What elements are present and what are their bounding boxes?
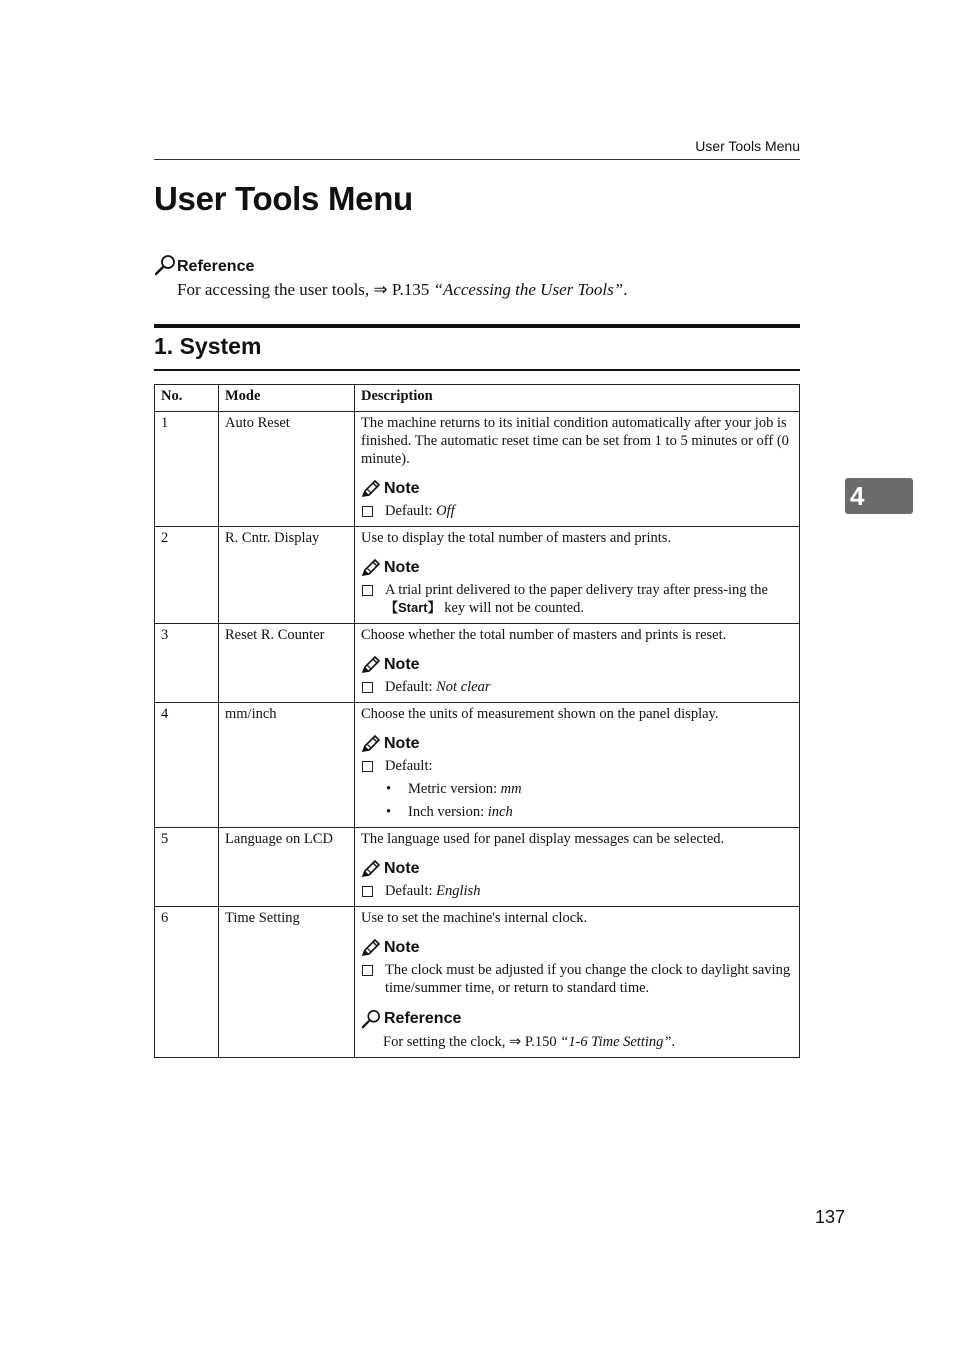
- note-item: Default: Not clear: [361, 678, 794, 696]
- row-mode: R. Cntr. Display: [219, 527, 355, 624]
- row-description: [355, 828, 800, 907]
- row-no: 2: [155, 527, 219, 624]
- table-header-row: [155, 385, 800, 412]
- row-mode: Language on LCD: [219, 828, 355, 907]
- note-label: Note: [384, 480, 420, 497]
- bullet-dot: •: [386, 781, 392, 797]
- page-number: 137: [814, 1207, 845, 1227]
- row-no: 5: [155, 828, 219, 907]
- row-description: [355, 703, 800, 828]
- note-item: A trial print delivered to the paper delivery tray after press-ing the 【Start】 key will not be counted.: [361, 581, 794, 617]
- description-text: Choose whether the total number of masters and prints is reset.: [361, 627, 727, 643]
- note-item: Default: Off: [361, 502, 794, 520]
- note-heading: [361, 735, 794, 753]
- header-rule: [154, 159, 800, 160]
- row-no: 6: [155, 907, 219, 1058]
- reference-label: Reference: [177, 258, 255, 275]
- sub-list-item: • Metric version: mm: [386, 781, 522, 797]
- description-text: Choose the units of measurement shown on the panel display.: [361, 706, 719, 722]
- note-label: Note: [384, 559, 420, 576]
- table-row: [155, 527, 800, 624]
- checkbox-square-icon: [362, 682, 373, 693]
- start-key-label: 【Start】: [385, 600, 441, 615]
- checkbox-square-icon: [362, 761, 373, 772]
- magnifier-icon: [154, 254, 176, 276]
- row-no: 3: [155, 624, 219, 703]
- running-header: User Tools Menu: [695, 138, 800, 154]
- note-label: Note: [384, 939, 420, 956]
- note-item: Default: English: [361, 882, 794, 900]
- row-description: [355, 527, 800, 624]
- chapter-tab: 4: [845, 478, 913, 514]
- sub-list-item: • Inch version: inch: [386, 804, 513, 820]
- reference-label: Reference: [384, 1010, 462, 1027]
- section-top-rule: [154, 324, 800, 328]
- row-description: [355, 412, 800, 527]
- note-label: Note: [384, 656, 420, 673]
- checkbox-square-icon: [362, 965, 373, 976]
- system-settings-table: [154, 384, 800, 1058]
- reference-text: For accessing the user tools, ⇒ P.135 “Accessing the User Tools”.: [177, 280, 628, 299]
- bullet-dot: •: [386, 804, 392, 820]
- row-mode: mm/inch: [219, 703, 355, 828]
- magnifier-icon: [361, 1009, 381, 1029]
- checkbox-square-icon: [362, 585, 373, 596]
- pencil-icon: [361, 860, 381, 878]
- row-mode: Auto Reset: [219, 412, 355, 527]
- note-label: Note: [384, 860, 420, 877]
- row-description: [355, 624, 800, 703]
- page-title: User Tools Menu: [154, 180, 413, 217]
- reference-heading: [361, 1009, 794, 1029]
- note-heading: [361, 656, 794, 674]
- row-no: 1: [155, 412, 219, 527]
- note-label: Note: [384, 735, 420, 752]
- reference-text: For setting the clock, ⇒ P.150 “1-6 Time Setting”.: [383, 1034, 676, 1050]
- pencil-icon: [361, 480, 381, 498]
- description-text: The language used for panel display messages can be selected.: [361, 831, 725, 847]
- table-row: [155, 624, 800, 703]
- pencil-icon: [361, 559, 381, 577]
- section-title: 1. System: [154, 333, 262, 359]
- row-mode: Time Setting: [219, 907, 355, 1058]
- pencil-icon: [361, 939, 381, 957]
- table-row: [155, 412, 800, 527]
- checkbox-square-icon: [362, 886, 373, 897]
- header-mode: Mode: [219, 385, 355, 412]
- reference-heading: [154, 254, 800, 276]
- note-heading: [361, 939, 794, 957]
- table-row: [155, 907, 800, 1058]
- checkbox-square-icon: [362, 506, 373, 517]
- reference-block: [154, 254, 800, 300]
- header-no: No.: [155, 385, 219, 412]
- pencil-icon: [361, 656, 381, 674]
- table-row: [155, 828, 800, 907]
- section-bottom-rule: [154, 369, 800, 371]
- header-description: Description: [355, 385, 800, 412]
- description-text: The machine returns to its initial condition automatically after your job is finished. The automatic reset time can be set from 1 to 5 minutes or off (0 minute).: [361, 415, 789, 467]
- description-text: Use to set the machine's internal clock.: [361, 910, 588, 926]
- row-no: 4: [155, 703, 219, 828]
- note-item: Default:: [361, 757, 794, 775]
- note-heading: [361, 860, 794, 878]
- note-item: The clock must be adjusted if you change the clock to daylight saving time/summer time, or return to standard time.: [361, 961, 794, 997]
- note-heading: [361, 480, 794, 498]
- description-text: Use to display the total number of masters and prints.: [361, 530, 672, 546]
- row-description: [355, 907, 800, 1058]
- row-mode: Reset R. Counter: [219, 624, 355, 703]
- pencil-icon: [361, 735, 381, 753]
- note-heading: [361, 559, 794, 577]
- table-row: [155, 703, 800, 828]
